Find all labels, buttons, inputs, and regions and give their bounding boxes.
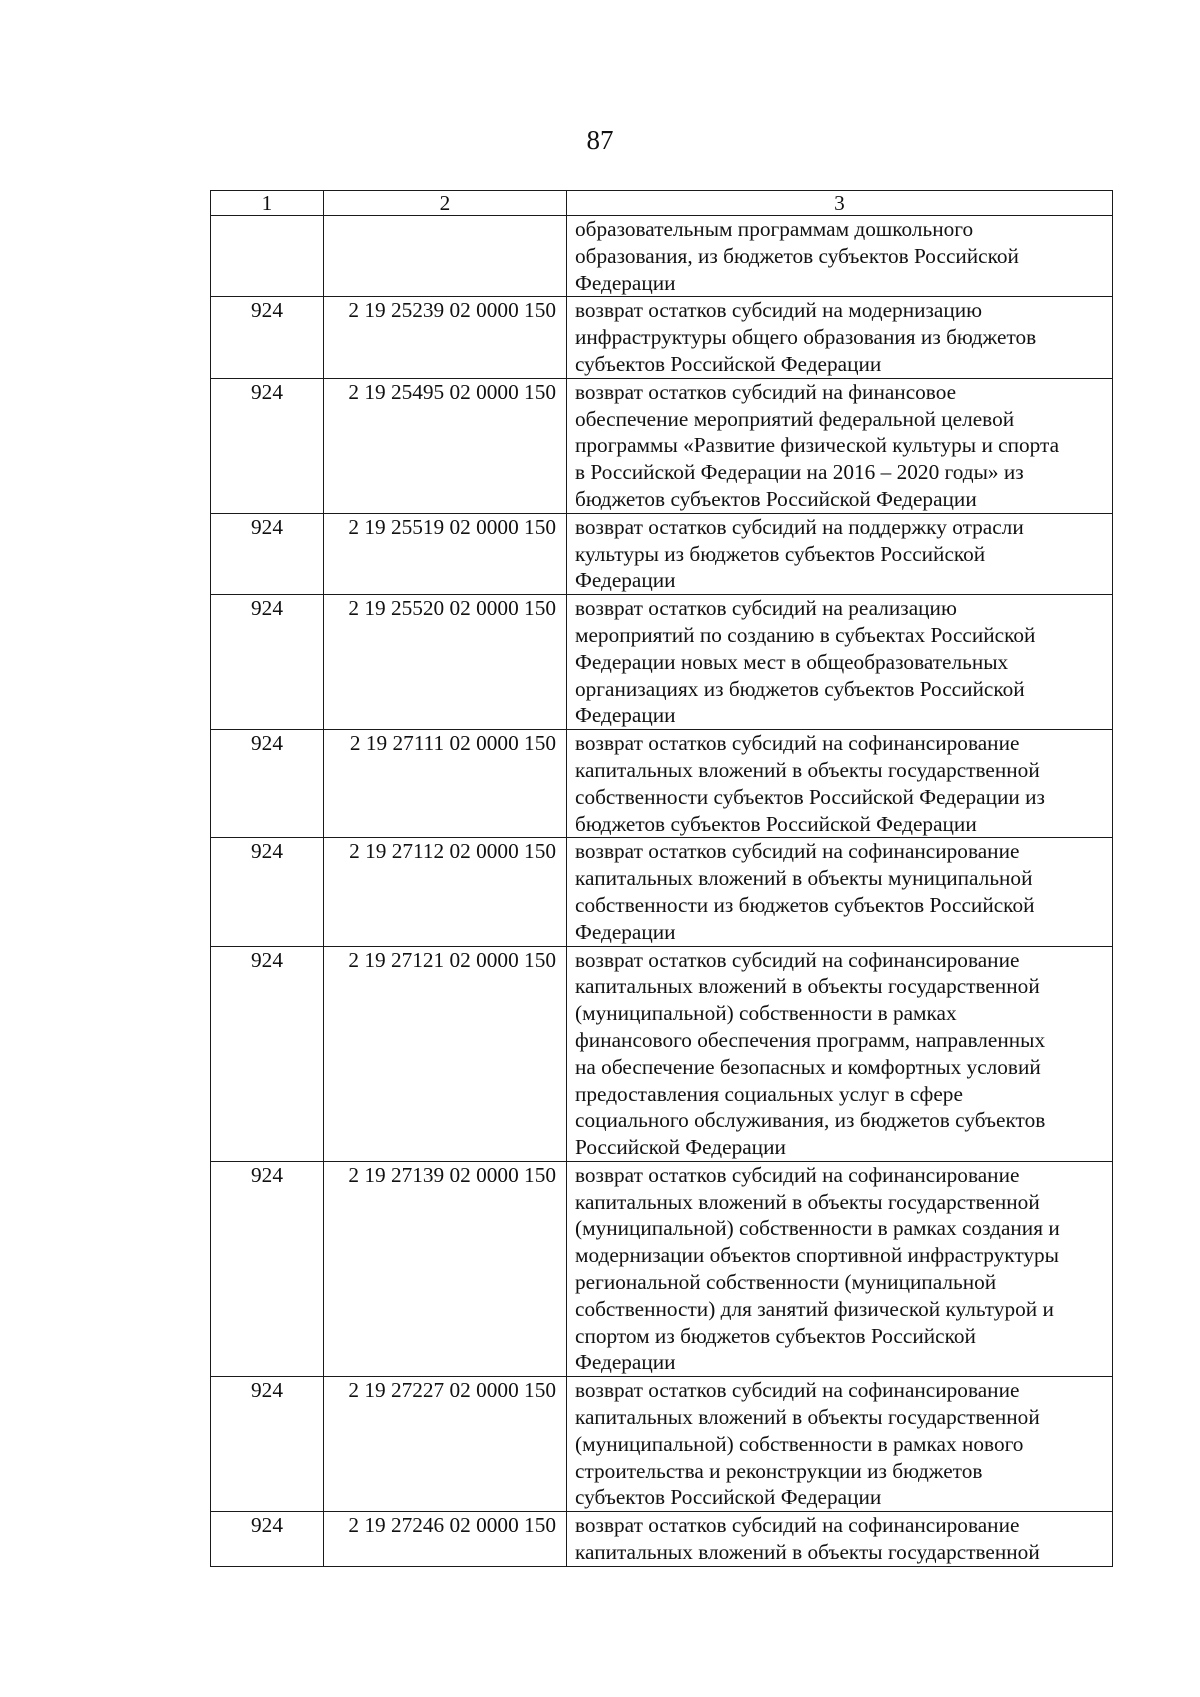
table-row <box>211 1377 1113 1512</box>
description-line: возврат остатков субсидий на финансовое <box>575 379 957 404</box>
description-line: спортом из бюджетов субъектов Российской <box>575 1323 976 1348</box>
table-row <box>211 946 1113 1161</box>
header-cell-col3: 3 <box>567 191 1113 216</box>
description-line: (муниципальной) собственности в рамках создания и <box>575 1216 1060 1241</box>
description-line: возврат остатков субсидий на софинансирование <box>575 731 1020 756</box>
budget-code-cell: 2 19 25239 02 0000 150 <box>324 297 567 378</box>
description-line: возврат остатков субсидий на софинансирование <box>575 839 1020 864</box>
description-cell <box>567 730 1113 838</box>
admin-code-cell: 924 <box>211 1161 324 1376</box>
description-line: культуры из бюджетов субъектов Российской <box>575 541 986 566</box>
description-line: (муниципальной) собственности в рамках <box>575 1001 957 1026</box>
description-line: возврат остатков субсидий на реализацию <box>575 596 957 621</box>
admin-code-cell: 924 <box>211 730 324 838</box>
admin-code-cell: 924 <box>211 595 324 730</box>
description-line: возврат остатков субсидий на модернизацию <box>575 298 983 323</box>
description-line: собственности) для занятий физической культурой и <box>575 1296 1054 1321</box>
description-line: Федерации новых мест в общеобразовательных <box>575 649 1009 674</box>
description-cell <box>567 1161 1113 1376</box>
admin-code-cell: 924 <box>211 1377 324 1512</box>
budget-code-cell: 2 19 25495 02 0000 150 <box>324 378 567 513</box>
description-line: Федерации <box>575 1350 676 1375</box>
description-line: социального обслуживания, из бюджетов субъектов <box>575 1108 1046 1133</box>
table-row <box>211 730 1113 838</box>
description-line: в Российской Федерации на 2016 – 2020 годы» из <box>575 460 1024 485</box>
description-line: собственности из бюджетов субъектов Российской <box>575 892 1035 917</box>
description-line: возврат остатков субсидий на софинансирование <box>575 1378 1020 1403</box>
description-line: инфраструктуры общего образования из бюджетов <box>575 325 1037 350</box>
description-line: образования, из бюджетов субъектов Российской <box>575 243 1019 268</box>
budget-code-cell: 2 19 27139 02 0000 150 <box>324 1161 567 1376</box>
budget-code-cell: 2 19 25519 02 0000 150 <box>324 513 567 594</box>
description-line: капитальных вложений в объекты государственной <box>575 974 1040 999</box>
budget-code-table <box>210 190 1113 1567</box>
description-line: Федерации <box>575 270 676 295</box>
table-row <box>211 378 1113 513</box>
budget-code-cell: 2 19 27227 02 0000 150 <box>324 1377 567 1512</box>
description-line: субъектов Российской Федерации <box>575 351 882 376</box>
description-line: возврат остатков субсидий на софинансирование <box>575 1513 1020 1538</box>
table-body <box>211 191 1113 1567</box>
table-row <box>211 838 1113 946</box>
table-row <box>211 297 1113 378</box>
description-line: Российской Федерации <box>575 1135 786 1160</box>
description-line: программы «Развитие физической культуры и спорта <box>575 433 1060 458</box>
description-line: мероприятий по созданию в субъектах Российской <box>575 622 1036 647</box>
description-line: бюджетов субъектов Российской Федерации <box>575 811 977 836</box>
table-header-row <box>211 191 1113 216</box>
description-line: капитальных вложений в объекты государственной <box>575 757 1040 782</box>
table-row <box>211 513 1113 594</box>
budget-code-cell: 2 19 27111 02 0000 150 <box>324 730 567 838</box>
table-row <box>211 595 1113 730</box>
description-line: капитальных вложений в объекты государственной <box>575 1189 1040 1214</box>
admin-code-cell: 924 <box>211 378 324 513</box>
description-cell <box>567 595 1113 730</box>
description-line: Федерации <box>575 919 676 944</box>
description-line: капитальных вложений в объекты муниципальной <box>575 866 1033 891</box>
budget-code-cell: 2 19 27246 02 0000 150 <box>324 1512 567 1567</box>
admin-code-cell: 924 <box>211 946 324 1161</box>
budget-code-cell: 2 19 25520 02 0000 150 <box>324 595 567 730</box>
page-number: 87 <box>586 125 614 155</box>
table-row <box>211 1161 1113 1376</box>
table-row <box>211 1512 1113 1567</box>
description-cell <box>567 838 1113 946</box>
description-cell <box>567 1377 1113 1512</box>
description-cell <box>567 297 1113 378</box>
description-line: модернизации объектов спортивной инфраструктуры <box>575 1243 1059 1268</box>
description-cell <box>567 216 1113 297</box>
admin-code-cell: 924 <box>211 838 324 946</box>
description-line: (муниципальной) собственности в рамках нового <box>575 1431 1024 1456</box>
description-line: субъектов Российской Федерации <box>575 1485 882 1510</box>
description-line: финансового обеспечения программ, направленных <box>575 1027 1046 1052</box>
description-line: капитальных вложений в объекты государственной <box>575 1405 1040 1430</box>
description-line: Федерации <box>575 568 676 593</box>
description-line: предоставления социальных услуг в сфере <box>575 1081 963 1106</box>
header-cell-col2: 2 <box>324 191 567 216</box>
description-cell <box>567 378 1113 513</box>
table-row <box>211 216 1113 297</box>
admin-code-cell: 924 <box>211 1512 324 1567</box>
description-cell <box>567 1512 1113 1567</box>
description-line: собственности субъектов Российской Федерации из <box>575 784 1045 809</box>
budget-code-cell <box>324 216 567 297</box>
description-line: образовательным программам дошкольного <box>575 217 974 241</box>
budget-code-cell: 2 19 27121 02 0000 150 <box>324 946 567 1161</box>
description-line: Федерации <box>575 703 676 728</box>
description-line: возврат остатков субсидий на поддержку отрасли <box>575 514 1024 539</box>
description-line: обеспечение мероприятий федеральной целевой <box>575 406 1015 431</box>
description-line: региональной собственности (муниципальной <box>575 1270 997 1295</box>
description-line: организациях из бюджетов субъектов Российской <box>575 676 1025 701</box>
description-line: на обеспечение безопасных и комфортных условий <box>575 1054 1041 1079</box>
description-line: возврат остатков субсидий на софинансирование <box>575 1162 1020 1187</box>
budget-code-cell: 2 19 27112 02 0000 150 <box>324 838 567 946</box>
header-cell-col1: 1 <box>211 191 324 216</box>
description-cell <box>567 946 1113 1161</box>
description-line: возврат остатков субсидий на софинансирование <box>575 947 1020 972</box>
description-cell <box>567 513 1113 594</box>
admin-code-cell: 924 <box>211 297 324 378</box>
description-line: бюджетов субъектов Российской Федерации <box>575 486 977 511</box>
description-line: капитальных вложений в объекты государственной <box>575 1540 1040 1565</box>
description-line: строительства и реконструкции из бюджетов <box>575 1458 983 1483</box>
admin-code-cell: 924 <box>211 513 324 594</box>
admin-code-cell <box>211 216 324 297</box>
